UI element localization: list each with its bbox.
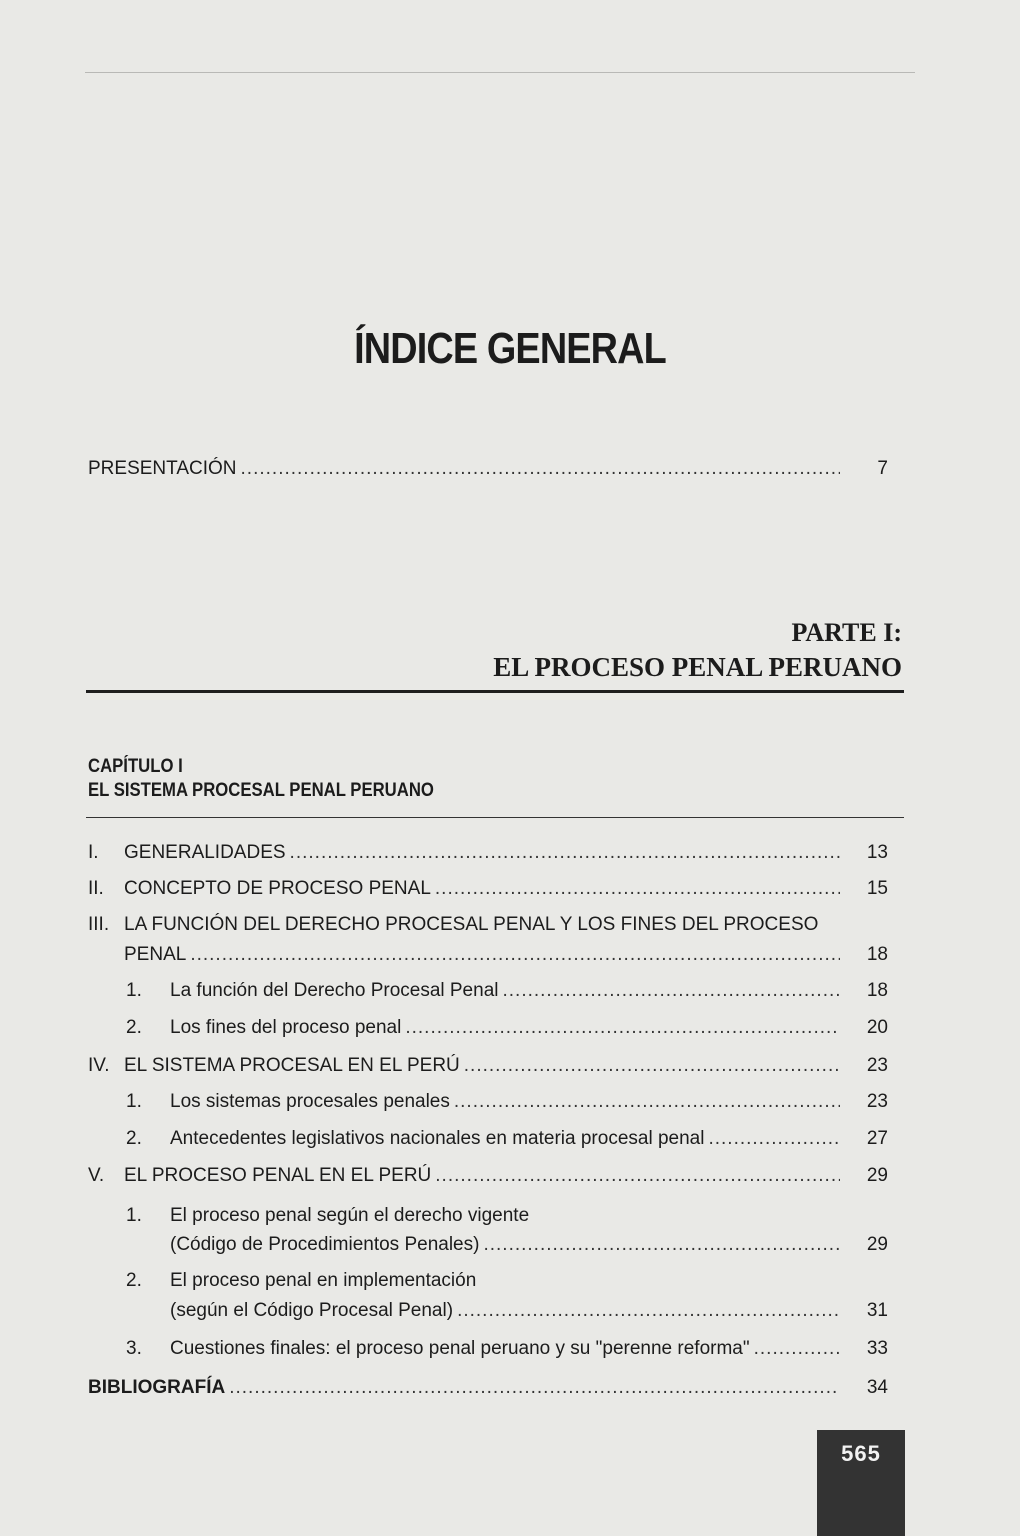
page-number: 565: [841, 1441, 881, 1466]
toc-entry-number: 1.: [126, 1205, 142, 1226]
toc-entry-text: PENAL: [124, 944, 187, 965]
dot-leader: [454, 1091, 840, 1113]
toc-entry-text: Cuestiones finales: el proceso penal peruano y su "perenne reforma": [170, 1338, 750, 1359]
page-title: ÍNDICE GENERAL: [354, 324, 666, 373]
toc-page-number: 15: [866, 878, 888, 899]
toc-entry-text: EL SISTEMA PROCESAL EN EL PERÚ: [124, 1055, 460, 1076]
toc-entry-number: 1.: [126, 1091, 142, 1112]
toc-subentry: [126, 1128, 888, 1150]
toc-subentry: [126, 1270, 888, 1292]
toc-entry-text: La función del Derecho Procesal Penal: [170, 980, 499, 1001]
dot-leader: [435, 878, 840, 900]
toc-entry-number: III.: [88, 914, 110, 935]
toc-entry-text: (según el Código Procesal Penal): [170, 1300, 454, 1321]
dot-leader: [708, 1128, 840, 1150]
toc-subentry: [126, 980, 888, 1002]
toc-entry-number: IV.: [88, 1055, 110, 1076]
toc-entry: [88, 1165, 888, 1187]
toc-entry-presentacion: [88, 458, 888, 480]
toc-entry-number: II.: [88, 878, 104, 899]
toc-entry-continuation: [124, 944, 888, 966]
dot-leader: [457, 1300, 840, 1322]
toc-entry-number: 2.: [126, 1017, 142, 1038]
toc-page-number: 18: [866, 980, 888, 1001]
toc-page-number: 34: [866, 1377, 888, 1398]
toc-entry-text: (Código de Procedimientos Penales): [170, 1234, 480, 1255]
toc-entry-number: 3.: [126, 1338, 142, 1359]
toc-entry-text: El proceso penal según el derecho vigente: [170, 1205, 530, 1226]
toc-entry-number: 2.: [126, 1270, 142, 1291]
toc-entry-number: 1.: [126, 980, 142, 1001]
toc-entry-text: Los sistemas procesales penales: [170, 1091, 450, 1112]
toc-page-number: 29: [866, 1165, 888, 1186]
dot-leader: [229, 1377, 840, 1399]
chapter-rule: [86, 817, 904, 818]
toc-subentry: [126, 1091, 888, 1113]
dot-leader: [754, 1338, 840, 1360]
toc-page-number: 13: [866, 842, 888, 863]
toc-entry: [88, 842, 888, 864]
toc-entry-continuation: [170, 1300, 888, 1322]
dot-leader: [435, 1165, 840, 1187]
page-number-tab: [817, 1430, 905, 1536]
toc-page-number: 33: [866, 1338, 888, 1359]
toc-entry-number: V.: [88, 1165, 105, 1186]
part-number: PARTE I:: [791, 618, 902, 647]
toc-page-number: 31: [866, 1300, 888, 1321]
chapter-title: EL SISTEMA PROCESAL PENAL PERUANO: [88, 780, 434, 801]
toc-entry-text: GENERALIDADES: [124, 842, 286, 863]
dot-leader: [464, 1055, 840, 1077]
dot-leader: [290, 842, 840, 864]
part-title: EL PROCESO PENAL PERUANO: [493, 652, 902, 682]
toc-subentry: [126, 1205, 888, 1227]
toc-entry-text: Antecedentes legislativos nacionales en materia procesal penal: [170, 1128, 705, 1149]
toc-subentry: [126, 1017, 888, 1039]
dot-leader: [405, 1017, 840, 1039]
dot-leader: [502, 980, 840, 1002]
dot-leader: [483, 1234, 840, 1256]
toc-page-number: 18: [866, 944, 888, 965]
toc-entry-number: 2.: [126, 1128, 142, 1149]
dot-leader: [190, 944, 840, 966]
toc-page-number: 29: [866, 1234, 888, 1255]
toc-entry-text: LA FUNCIÓN DEL DERECHO PROCESAL PENAL Y LOS FINES DEL PROCESO: [124, 914, 819, 935]
toc-page-number: 23: [866, 1091, 888, 1112]
toc-entry-text: CONCEPTO DE PROCESO PENAL: [124, 878, 431, 899]
chapter-number: CAPÍTULO I: [88, 756, 183, 777]
toc-page-number: 7: [877, 458, 888, 479]
toc-page-number: 20: [866, 1017, 888, 1038]
toc-entry-text: PRESENTACIÓN: [88, 458, 237, 479]
toc-page-number: 27: [866, 1128, 888, 1149]
toc-entry-continuation: [170, 1234, 888, 1256]
toc-entry-text: Los fines del proceso penal: [170, 1017, 402, 1038]
part-rule: [86, 690, 904, 693]
toc-entry: [88, 1055, 888, 1077]
toc-entry-text: EL PROCESO PENAL EN EL PERÚ: [124, 1165, 432, 1186]
dot-leader: [241, 458, 840, 480]
toc-entry-number: I.: [88, 842, 99, 863]
toc-subentry: [126, 1338, 888, 1360]
toc-entry-bibliografia: [88, 1377, 888, 1399]
header-rule: [85, 72, 915, 73]
toc-entry-text: BIBLIOGRAFÍA: [88, 1377, 226, 1398]
toc-entry-text: El proceso penal en implementación: [170, 1270, 477, 1291]
toc-page-number: 23: [866, 1055, 888, 1076]
toc-entry: [88, 878, 888, 900]
toc-entry: [88, 914, 888, 936]
